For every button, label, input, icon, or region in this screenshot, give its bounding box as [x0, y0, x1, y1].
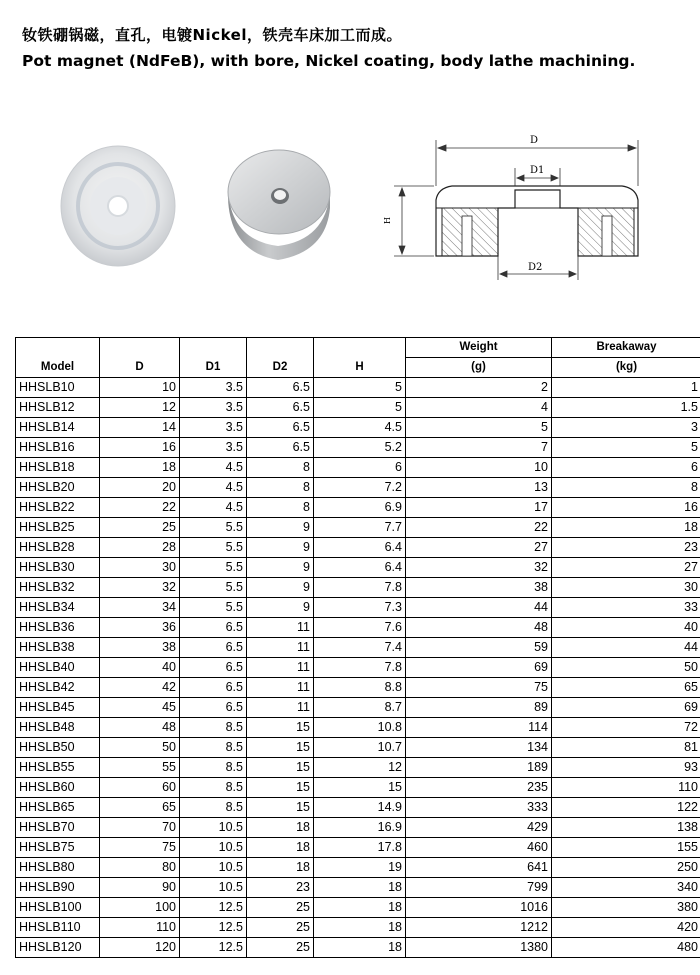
cell-model: HHSLB75 — [16, 838, 100, 858]
cell-d1: 4.5 — [180, 458, 247, 478]
cell-h: 6.4 — [314, 558, 406, 578]
cell-d: 16 — [100, 438, 180, 458]
cell-model: HHSLB45 — [16, 698, 100, 718]
cell-d: 90 — [100, 878, 180, 898]
table-row — [16, 658, 700, 678]
cell-model: HHSLB100 — [16, 898, 100, 918]
cell-h: 14.9 — [314, 798, 406, 818]
table-row — [16, 478, 700, 498]
cell-weight: 333 — [406, 798, 552, 818]
cell-d1: 10.5 — [180, 878, 247, 898]
cell-d1: 5.5 — [180, 518, 247, 538]
cell-h: 19 — [314, 858, 406, 878]
cell-model: HHSLB30 — [16, 558, 100, 578]
table-row — [16, 618, 700, 638]
cell-model: HHSLB28 — [16, 538, 100, 558]
cell-h: 5 — [314, 378, 406, 398]
cell-d: 18 — [100, 458, 180, 478]
cell-d: 38 — [100, 638, 180, 658]
cell-h: 5 — [314, 398, 406, 418]
cell-d2: 15 — [247, 778, 314, 798]
cell-d2: 6.5 — [247, 378, 314, 398]
cell-d1: 8.5 — [180, 738, 247, 758]
cell-breakaway: 480 — [552, 938, 700, 958]
header-d2: D2 — [247, 338, 314, 378]
cell-breakaway: 44 — [552, 638, 700, 658]
cell-d1: 3.5 — [180, 398, 247, 418]
cell-d: 120 — [100, 938, 180, 958]
table-row — [16, 898, 700, 918]
cell-d: 40 — [100, 658, 180, 678]
cell-model: HHSLB34 — [16, 598, 100, 618]
cell-weight: 32 — [406, 558, 552, 578]
cell-d: 42 — [100, 678, 180, 698]
cell-h: 6 — [314, 458, 406, 478]
cell-model: HHSLB80 — [16, 858, 100, 878]
table-row — [16, 538, 700, 558]
cell-d: 34 — [100, 598, 180, 618]
cell-breakaway: 40 — [552, 618, 700, 638]
cell-h: 8.8 — [314, 678, 406, 698]
cell-weight: 114 — [406, 718, 552, 738]
cell-d2: 15 — [247, 718, 314, 738]
cell-model: HHSLB25 — [16, 518, 100, 538]
cell-h: 6.9 — [314, 498, 406, 518]
cell-weight: 48 — [406, 618, 552, 638]
cell-h: 7.8 — [314, 578, 406, 598]
cross-section-drawing — [380, 128, 650, 288]
cell-d: 25 — [100, 518, 180, 538]
table-row — [16, 918, 700, 938]
label-d1: D1 — [530, 165, 545, 176]
cell-d1: 6.5 — [180, 618, 247, 638]
cell-d: 14 — [100, 418, 180, 438]
cell-weight: 799 — [406, 878, 552, 898]
cell-weight: 7 — [406, 438, 552, 458]
cell-h: 10.8 — [314, 718, 406, 738]
cell-d: 28 — [100, 538, 180, 558]
cell-weight: 641 — [406, 858, 552, 878]
cell-d1: 12.5 — [180, 918, 247, 938]
cell-weight: 75 — [406, 678, 552, 698]
cell-h: 7.8 — [314, 658, 406, 678]
cell-breakaway: 122 — [552, 798, 700, 818]
cell-d: 45 — [100, 698, 180, 718]
table-row — [16, 798, 700, 818]
cell-h: 18 — [314, 878, 406, 898]
cell-d1: 10.5 — [180, 858, 247, 878]
cell-breakaway: 23 — [552, 538, 700, 558]
cell-d1: 5.5 — [180, 578, 247, 598]
cell-d2: 15 — [247, 798, 314, 818]
cell-d: 55 — [100, 758, 180, 778]
cell-d2: 9 — [247, 598, 314, 618]
cell-breakaway: 3 — [552, 418, 700, 438]
cell-d2: 18 — [247, 858, 314, 878]
cell-weight: 69 — [406, 658, 552, 678]
cell-breakaway: 65 — [552, 678, 700, 698]
table-row — [16, 438, 700, 458]
cell-model: HHSLB40 — [16, 658, 100, 678]
table-row — [16, 498, 700, 518]
header-weight: Weight — [406, 338, 552, 358]
magnet-angle-view-photo — [222, 148, 334, 266]
cell-breakaway: 33 — [552, 598, 700, 618]
table-row — [16, 878, 700, 898]
table-row — [16, 838, 700, 858]
cell-d: 80 — [100, 858, 180, 878]
cell-d1: 5.5 — [180, 538, 247, 558]
cell-breakaway: 1.5 — [552, 398, 700, 418]
cell-h: 18 — [314, 938, 406, 958]
cell-d2: 18 — [247, 818, 314, 838]
table-row — [16, 818, 700, 838]
magnet-top-view-photo — [58, 140, 178, 270]
cell-d: 100 — [100, 898, 180, 918]
cell-d1: 6.5 — [180, 698, 247, 718]
cell-weight: 17 — [406, 498, 552, 518]
cell-d1: 5.5 — [180, 598, 247, 618]
cell-breakaway: 72 — [552, 718, 700, 738]
cell-d2: 11 — [247, 698, 314, 718]
cell-d2: 9 — [247, 538, 314, 558]
cell-d: 32 — [100, 578, 180, 598]
header-h: H — [314, 338, 406, 378]
cell-breakaway: 420 — [552, 918, 700, 938]
cell-d2: 8 — [247, 498, 314, 518]
cell-d: 48 — [100, 718, 180, 738]
cell-d2: 18 — [247, 838, 314, 858]
cell-h: 7.7 — [314, 518, 406, 538]
header-breakaway-unit: (kg) — [552, 358, 700, 378]
cell-weight: 59 — [406, 638, 552, 658]
cell-d2: 23 — [247, 878, 314, 898]
cell-d2: 25 — [247, 898, 314, 918]
cell-d1: 5.5 — [180, 558, 247, 578]
cell-d2: 9 — [247, 558, 314, 578]
cell-weight: 22 — [406, 518, 552, 538]
cell-weight: 429 — [406, 818, 552, 838]
cell-d: 12 — [100, 398, 180, 418]
spec-table-body — [16, 378, 700, 958]
cell-breakaway: 340 — [552, 878, 700, 898]
label-d2: D2 — [528, 262, 543, 273]
cell-d: 20 — [100, 478, 180, 498]
cell-d1: 10.5 — [180, 838, 247, 858]
cell-d1: 8.5 — [180, 758, 247, 778]
cell-d2: 15 — [247, 738, 314, 758]
cell-d1: 6.5 — [180, 678, 247, 698]
table-row — [16, 598, 700, 618]
cell-d: 60 — [100, 778, 180, 798]
table-row — [16, 398, 700, 418]
cell-weight: 189 — [406, 758, 552, 778]
header-weight-unit: (g) — [406, 358, 552, 378]
cell-model: HHSLB65 — [16, 798, 100, 818]
cell-d: 75 — [100, 838, 180, 858]
table-row — [16, 378, 700, 398]
cell-model: HHSLB70 — [16, 818, 100, 838]
table-row — [16, 638, 700, 658]
cell-breakaway: 18 — [552, 518, 700, 538]
cell-d2: 15 — [247, 758, 314, 778]
cell-breakaway: 50 — [552, 658, 700, 678]
table-row — [16, 458, 700, 478]
label-d: D — [530, 135, 539, 146]
cell-breakaway: 380 — [552, 898, 700, 918]
cell-h: 4.5 — [314, 418, 406, 438]
cell-weight: 2 — [406, 378, 552, 398]
cell-h: 5.2 — [314, 438, 406, 458]
cell-weight: 4 — [406, 398, 552, 418]
cell-d2: 9 — [247, 578, 314, 598]
cell-weight: 1212 — [406, 918, 552, 938]
spec-table — [15, 337, 700, 958]
cell-model: HHSLB32 — [16, 578, 100, 598]
cell-breakaway: 81 — [552, 738, 700, 758]
title-english: Pot magnet (NdFeB), with bore, Nickel coating, body lathe machining. — [22, 52, 636, 70]
cell-breakaway: 93 — [552, 758, 700, 778]
cell-h: 6.4 — [314, 538, 406, 558]
cell-weight: 27 — [406, 538, 552, 558]
cell-d2: 6.5 — [247, 418, 314, 438]
cell-d1: 6.5 — [180, 638, 247, 658]
cell-h: 16.9 — [314, 818, 406, 838]
table-row — [16, 858, 700, 878]
cell-d: 65 — [100, 798, 180, 818]
cell-d2: 6.5 — [247, 438, 314, 458]
cell-d2: 9 — [247, 518, 314, 538]
cell-d2: 8 — [247, 458, 314, 478]
cell-model: HHSLB16 — [16, 438, 100, 458]
title-chinese: 钕铁硼锅磁，直孔，电镀Nickel，铁壳车床加工而成。 — [22, 26, 402, 44]
cell-model: HHSLB90 — [16, 878, 100, 898]
cell-weight: 5 — [406, 418, 552, 438]
cell-d2: 8 — [247, 478, 314, 498]
cell-weight: 460 — [406, 838, 552, 858]
cell-breakaway: 155 — [552, 838, 700, 858]
cell-model: HHSLB12 — [16, 398, 100, 418]
cell-model: HHSLB18 — [16, 458, 100, 478]
cell-model: HHSLB22 — [16, 498, 100, 518]
cell-breakaway: 27 — [552, 558, 700, 578]
cell-d1: 3.5 — [180, 378, 247, 398]
table-row — [16, 738, 700, 758]
cell-breakaway: 1 — [552, 378, 700, 398]
cell-model: HHSLB120 — [16, 938, 100, 958]
cell-d: 36 — [100, 618, 180, 638]
label-h: H — [383, 217, 392, 224]
cell-h: 10.7 — [314, 738, 406, 758]
cell-breakaway: 110 — [552, 778, 700, 798]
cell-model: HHSLB14 — [16, 418, 100, 438]
cell-weight: 134 — [406, 738, 552, 758]
cell-weight: 235 — [406, 778, 552, 798]
table-row — [16, 518, 700, 538]
table-row — [16, 418, 700, 438]
cell-d2: 25 — [247, 938, 314, 958]
header-model: Model — [16, 338, 100, 378]
cell-d1: 4.5 — [180, 498, 247, 518]
cell-model: HHSLB50 — [16, 738, 100, 758]
cell-weight: 89 — [406, 698, 552, 718]
cell-weight: 38 — [406, 578, 552, 598]
cell-d2: 25 — [247, 918, 314, 938]
table-row — [16, 578, 700, 598]
cell-d1: 4.5 — [180, 478, 247, 498]
cell-weight: 10 — [406, 458, 552, 478]
cell-model: HHSLB42 — [16, 678, 100, 698]
cell-d1: 6.5 — [180, 658, 247, 678]
cell-h: 18 — [314, 898, 406, 918]
cell-model: HHSLB55 — [16, 758, 100, 778]
cell-d: 50 — [100, 738, 180, 758]
cell-weight: 13 — [406, 478, 552, 498]
cell-model: HHSLB60 — [16, 778, 100, 798]
cell-weight: 44 — [406, 598, 552, 618]
cell-breakaway: 250 — [552, 858, 700, 878]
header-breakaway: Breakaway — [552, 338, 700, 358]
cell-d1: 3.5 — [180, 418, 247, 438]
cell-model: HHSLB48 — [16, 718, 100, 738]
cell-d1: 8.5 — [180, 718, 247, 738]
cell-d1: 12.5 — [180, 898, 247, 918]
cell-h: 18 — [314, 918, 406, 938]
cell-d: 70 — [100, 818, 180, 838]
cell-model: HHSLB110 — [16, 918, 100, 938]
cell-breakaway: 6 — [552, 458, 700, 478]
header-d1: D1 — [180, 338, 247, 378]
cell-d2: 11 — [247, 678, 314, 698]
cell-d2: 11 — [247, 638, 314, 658]
cell-breakaway: 5 — [552, 438, 700, 458]
table-row — [16, 938, 700, 958]
cell-breakaway: 69 — [552, 698, 700, 718]
cell-breakaway: 138 — [552, 818, 700, 838]
cell-d2: 11 — [247, 658, 314, 678]
cell-d: 110 — [100, 918, 180, 938]
cell-h: 7.6 — [314, 618, 406, 638]
table-row — [16, 778, 700, 798]
cell-breakaway: 30 — [552, 578, 700, 598]
cell-h: 15 — [314, 778, 406, 798]
cell-breakaway: 8 — [552, 478, 700, 498]
cell-weight: 1016 — [406, 898, 552, 918]
cell-breakaway: 16 — [552, 498, 700, 518]
table-row — [16, 718, 700, 738]
cell-d2: 11 — [247, 618, 314, 638]
cell-d: 22 — [100, 498, 180, 518]
cell-model: HHSLB38 — [16, 638, 100, 658]
cell-d1: 8.5 — [180, 778, 247, 798]
cell-h: 8.7 — [314, 698, 406, 718]
cell-d1: 3.5 — [180, 438, 247, 458]
cell-d2: 6.5 — [247, 398, 314, 418]
cell-h: 7.2 — [314, 478, 406, 498]
cell-weight: 1380 — [406, 938, 552, 958]
cell-d1: 8.5 — [180, 798, 247, 818]
header-d: D — [100, 338, 180, 378]
cell-model: HHSLB10 — [16, 378, 100, 398]
table-row — [16, 758, 700, 778]
cell-h: 17.8 — [314, 838, 406, 858]
cell-h: 7.3 — [314, 598, 406, 618]
table-row — [16, 678, 700, 698]
cell-d1: 12.5 — [180, 938, 247, 958]
cell-model: HHSLB20 — [16, 478, 100, 498]
cell-d: 10 — [100, 378, 180, 398]
header-row-top — [16, 338, 700, 358]
cell-h: 12 — [314, 758, 406, 778]
table-row — [16, 558, 700, 578]
cell-d: 30 — [100, 558, 180, 578]
cell-model: HHSLB36 — [16, 618, 100, 638]
cell-d1: 10.5 — [180, 818, 247, 838]
table-row — [16, 698, 700, 718]
cell-h: 7.4 — [314, 638, 406, 658]
